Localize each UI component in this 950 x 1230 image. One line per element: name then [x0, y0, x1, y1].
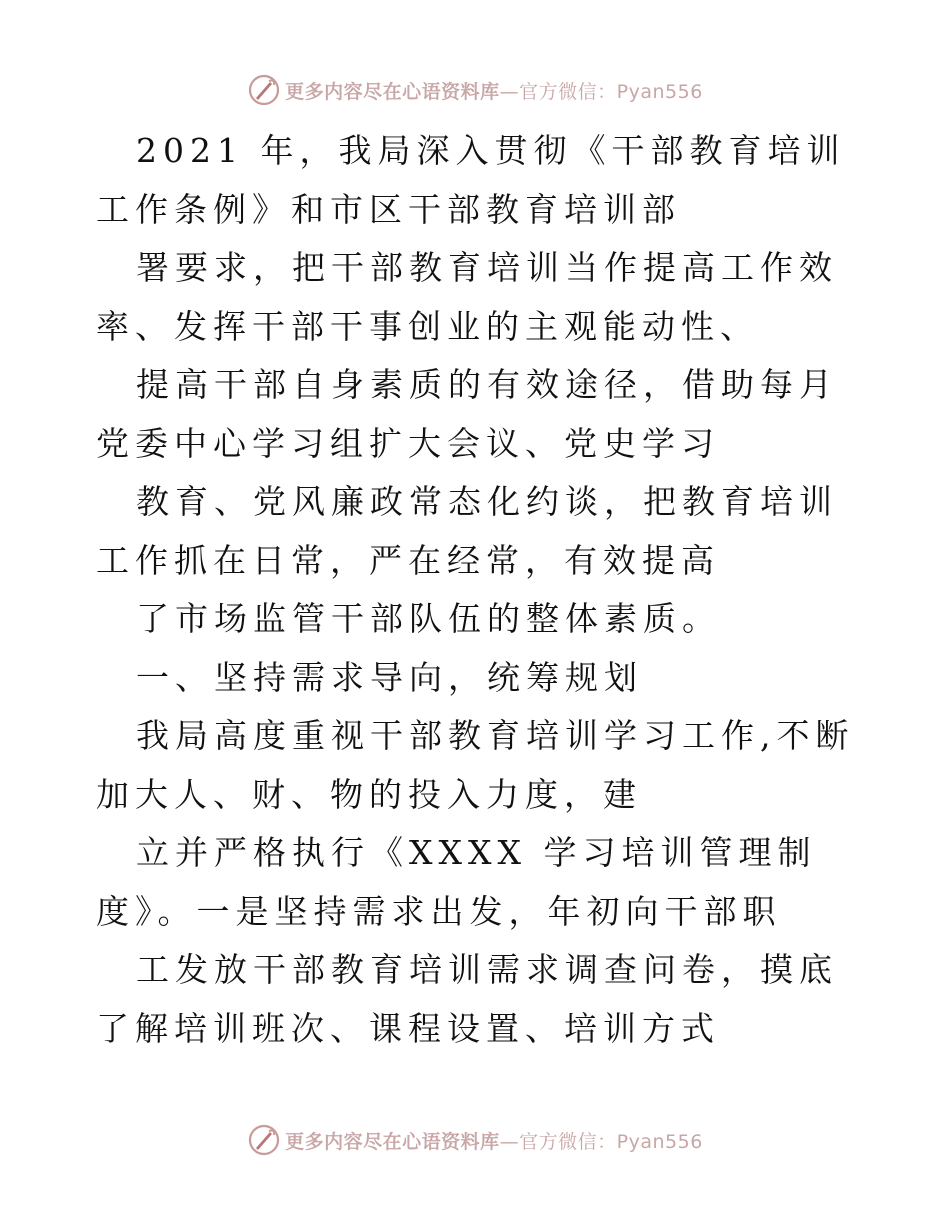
- watermark-inner: [247, 73, 703, 107]
- paragraph: 我局高度重视干部教育培训学习工作,不断加大人、财、物的投入力度，建: [96, 716, 855, 814]
- paragraph: 教育、党风廉政常态化约谈，把教育培训工作抓在日常，严在经常，有效提高: [96, 482, 838, 580]
- watermark-contact: —官方微信：Pyan556: [499, 1130, 703, 1153]
- watermark-inner: [247, 1123, 703, 1157]
- quill-pen-logo-icon: [247, 1123, 281, 1157]
- paragraph: 工发放干部教育培训需求调查问卷，摸底了解培训班次、课程设置、培训方式: [96, 950, 838, 1048]
- quill-pen-logo-icon: [247, 73, 281, 107]
- watermark-brand: 更多内容尽在心语资料库: [285, 80, 500, 103]
- paragraph: 立并严格执行《XXXX 学习培训管理制度》。一是坚持需求出发，年初向干部职: [96, 833, 817, 931]
- watermark-contact: —官方微信：Pyan556: [499, 80, 703, 103]
- document-body: [96, 122, 866, 1058]
- section-heading: 一、坚持需求导向，统筹规划: [136, 657, 643, 697]
- paragraph: 署要求，把干部教育培训当作提高工作效率、发挥干部干事创业的主观能动性、: [96, 248, 838, 346]
- paragraph: 2021 年，我局深入贯彻《干部教育培训工作条例》和市区干部教育培训部: [96, 131, 846, 229]
- watermark-banner-top: [0, 70, 950, 110]
- paragraph: 了市场监管干部队伍的整体素质。: [136, 599, 721, 638]
- watermark-banner-bottom: [0, 1120, 950, 1160]
- watermark-brand: 更多内容尽在心语资料库: [285, 1130, 500, 1153]
- paragraph: 提高干部自身素质的有效途径，借助每月党委中心学习组扩大会议、党史学习: [96, 365, 838, 463]
